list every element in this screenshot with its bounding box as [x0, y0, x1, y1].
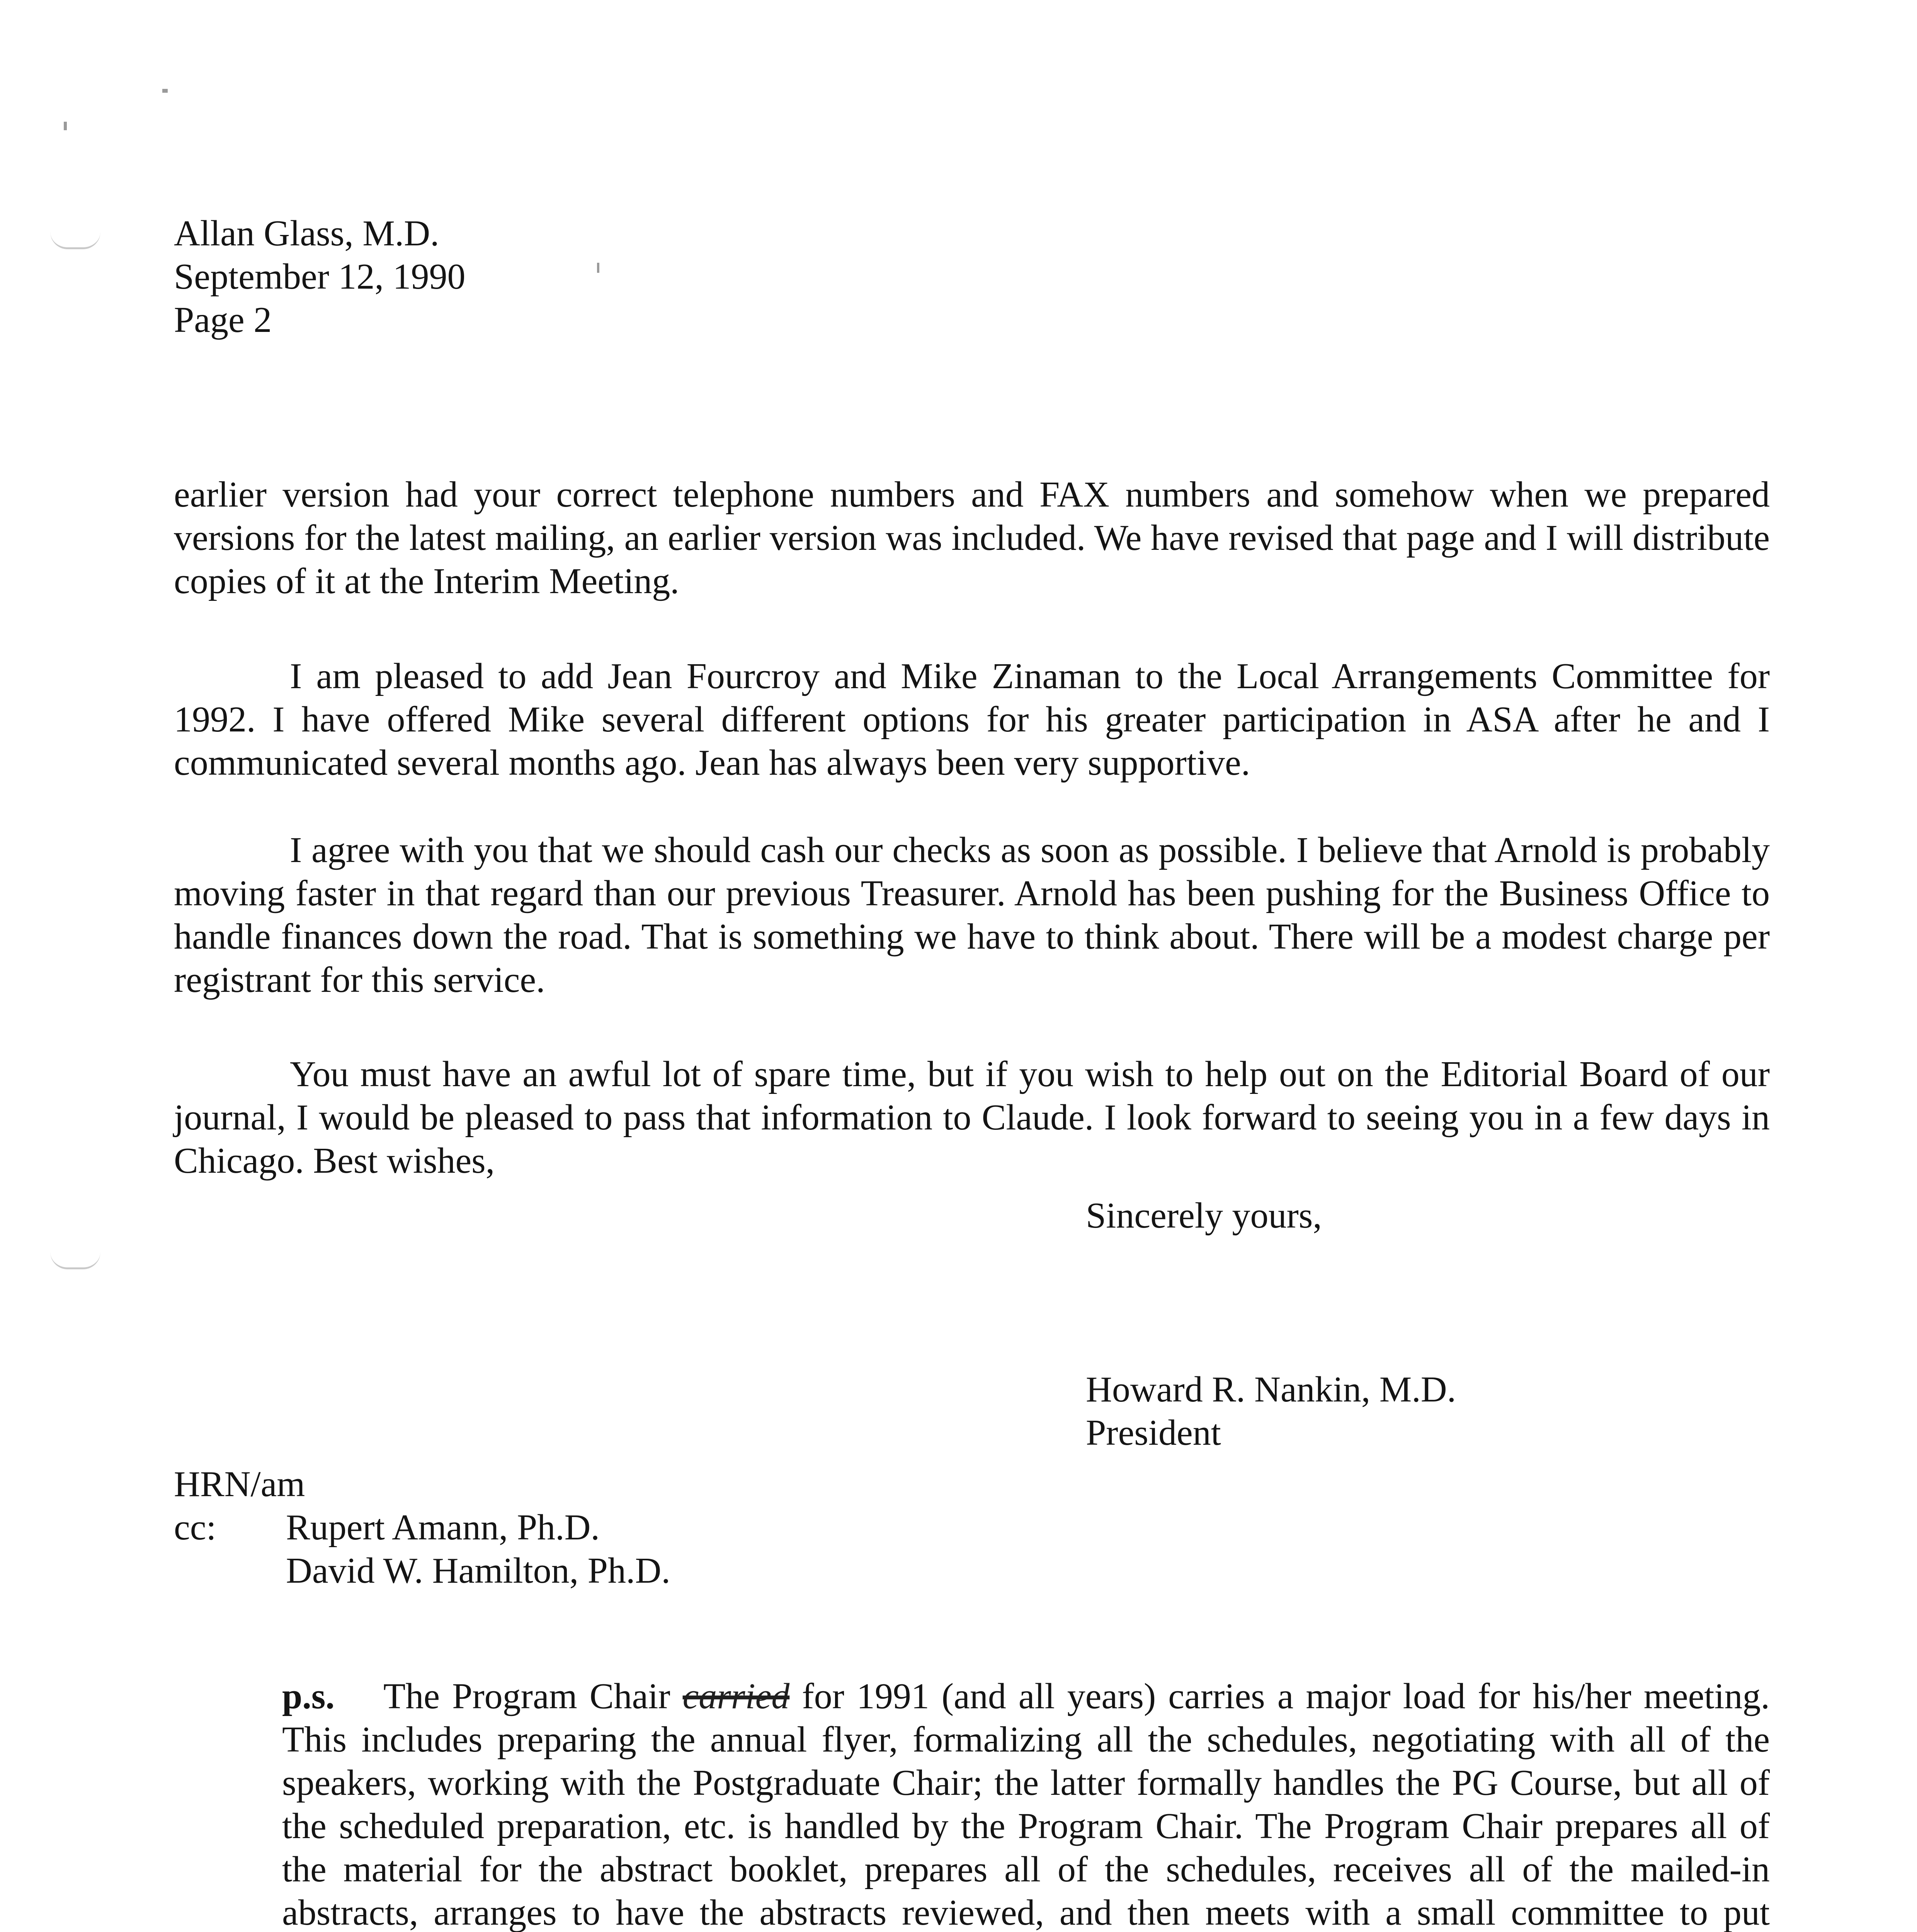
- binder-hole-mark-middle: [50, 1252, 100, 1269]
- body-paragraph-1: earlier version had your correct telephone numbers and FAX numbers and somehow when we prepared versions for the latest mailing, an earlier version was included. We have revised that page and I will distribute copies of it at the Interim Meeting.: [174, 474, 1770, 601]
- typist-initials: HRN/am: [174, 1464, 305, 1504]
- postscript-text-rest: for 1991 (and all years) carries a major load for his/her meeting. This includes preparing the annual flyer, formalizing all the schedules, negotiating with all of the speakers, working with the Postgraduate Chair; the latter formally handles the PG Course, but all of the scheduled preparation, etc. is handled by the Program Chair. The Program Chair prepares all of the material for the abstract booklet, prepares all of the schedules, receives all of the mailed-in abstracts, arranges to have the abstracts reviewed, and then meets with a small committee to put: [282, 1676, 1770, 1932]
- signer-name: Howard R. Nankin, M.D.: [1086, 1369, 1456, 1410]
- cc-recipient: Rupert Amann, Ph.D.: [286, 1507, 600, 1548]
- postscript-text-start: The Program Chair: [383, 1676, 670, 1716]
- binder-hole-mark-top: [50, 232, 100, 249]
- recipient-name: Allan Glass, M.D.: [174, 213, 439, 253]
- body-paragraph-2: I am pleased to add Jean Fourcroy and Mike Zinaman to the Local Arrangements Committee for 1992. I have offered Mike several different options for his greater participation in ASA after he and I communicated several months ago. Jean has always been very supportive.: [174, 656, 1770, 783]
- cc-recipient: David W. Hamilton, Ph.D.: [286, 1551, 670, 1591]
- body-paragraph-3: I agree with you that we should cash our checks as soon as possible. I believe that Arnold is probably moving faster in that regard than our previous Treasurer. Arnold has been pushing for the Business Office to handle finances down the road. That is something we have to think about. There will be a modest charge per registrant for this service.: [174, 830, 1770, 1000]
- closing-salutation: Sincerely yours,: [1086, 1196, 1322, 1236]
- body-paragraph-4: You must have an awful lot of spare time, but if you wish to help out on the Editorial Board of our journal, I would be pleased to pass that information to Claude. I look forward to seeing you in a few days in Chicago. Best wishes,: [174, 1054, 1770, 1181]
- scan-speck: [64, 122, 67, 130]
- signer-title: President: [1086, 1413, 1221, 1453]
- letter-date: September 12, 1990: [174, 257, 466, 297]
- scan-speck: [597, 263, 599, 273]
- page-number: Page 2: [174, 300, 272, 340]
- page-header: [174, 212, 465, 342]
- scan-speck: [162, 89, 168, 93]
- struck-out-word: carried: [682, 1676, 790, 1716]
- cc-label: cc:: [174, 1507, 216, 1548]
- signature-block: [1086, 1368, 1456, 1454]
- postscript-label: p.s.: [282, 1676, 335, 1716]
- postscript: [282, 1675, 1770, 1932]
